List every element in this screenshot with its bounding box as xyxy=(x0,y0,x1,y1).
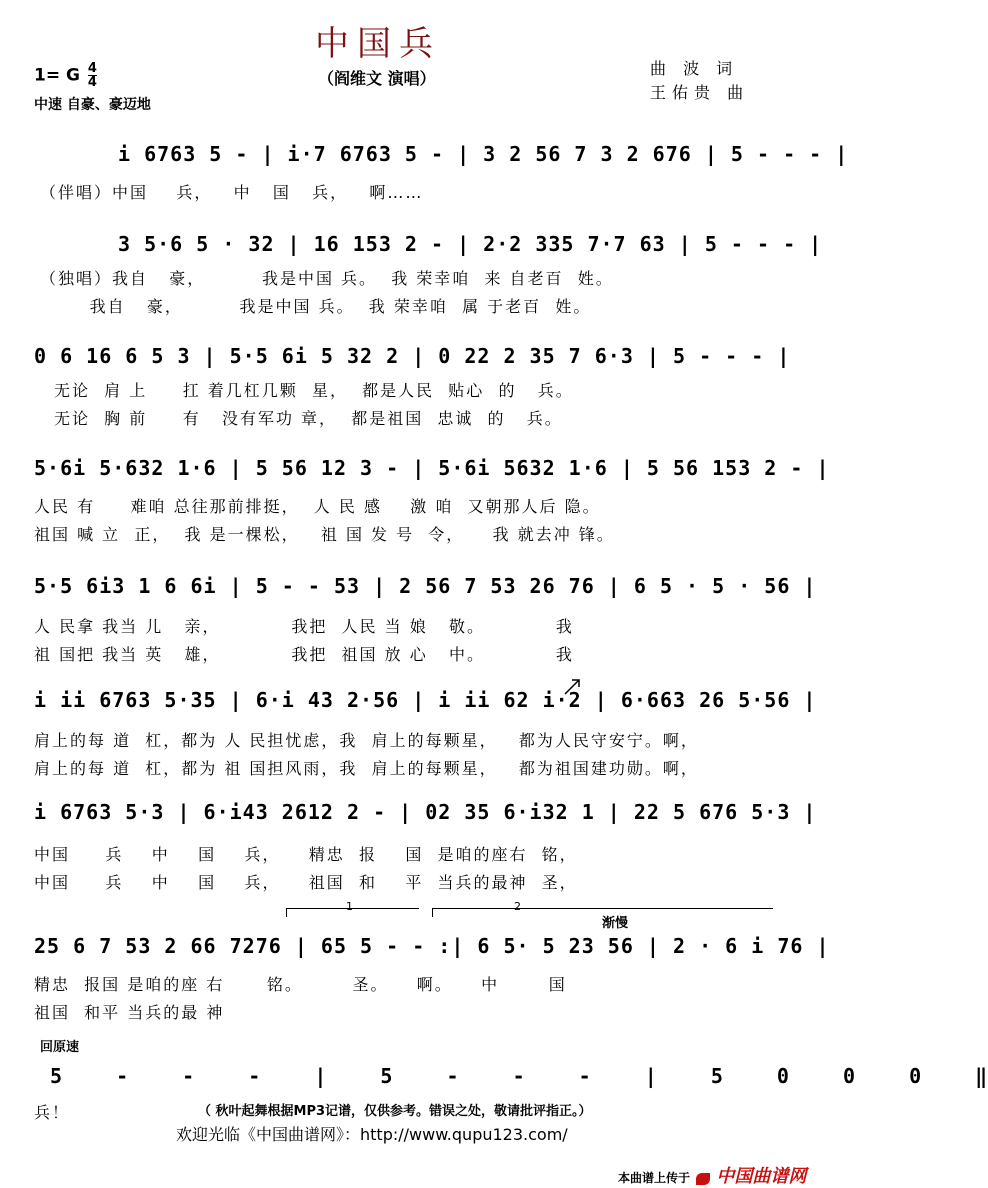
breath-arrow-icon xyxy=(563,676,583,696)
lyric-line-4b: 祖国 喊 立 正， 我 是一棵松， 祖 国 发 号 令， 我 就去冲 锋。 xyxy=(34,525,615,544)
lyric-line-2a: （独唱）我自 豪， 我是中国 兵。 我 荣幸咱 来 自老百 姓。 xyxy=(40,269,614,288)
notation-line-2: 3 5·6 5 · 32 | 16 153 2 - | 2·2 335 7·7 63 | 5 - - - | xyxy=(118,232,823,256)
site-logo: 中国曲谱网 xyxy=(716,1166,807,1187)
notation-line-1: i 6763 5 - | i·7 6763 5 - | 3 2 56 7 3 2 676 | 5 - - - | xyxy=(118,142,849,166)
song-title: 中国兵 xyxy=(315,24,441,64)
lyric-line-7a: 中国 兵 中 国 兵， 精忠 报 国 是咱的座右 铭， xyxy=(34,845,578,864)
lyric-line-1a: （伴唱）中国 兵， 中 国 兵， 啊…… xyxy=(40,183,424,202)
notation-line-9: 5 - - - | 5 - - - | 5 0 0 0 ‖ xyxy=(50,1064,988,1088)
tempo-change-return: 回原速 xyxy=(40,1040,80,1055)
tempo-marking: 中速 自豪、豪迈地 xyxy=(34,97,151,113)
volta-number-1: 1 xyxy=(346,900,353,913)
lyric-line-5b: 祖 国把 我当 英 雄， 我把 祖国 放 心 中。 我 xyxy=(34,645,574,664)
lyricist-credit: 曲 波 词 xyxy=(650,59,739,78)
lyric-line-3b: 无论 胸 前 有 没有军功 章， 都是祖国 忠诚 的 兵。 xyxy=(54,409,563,428)
notation-line-7: i 6763 5·3 | 6·i43 2612 2 - | 02 35 6·i32 1 | 22 5 676 5·3 | xyxy=(34,800,817,824)
notation-line-4: 5·6i 5·632 1·6 | 5 56 12 3 - | 5·6i 5632 1·6 | 5 56 153 2 - | xyxy=(34,456,830,480)
transcriber-note: （ 秋叶起舞根据MP3记谱，仅供参考。错误之处，敬请批评指正。） xyxy=(198,1104,592,1119)
tempo-change-slow: 渐慢 xyxy=(602,916,629,931)
key-signature: 1= G $\frac{4}{4}$ xyxy=(34,61,97,90)
upload-credit: 本曲谱上传于 中国曲谱网 xyxy=(618,1166,807,1187)
lyric-line-6a: 肩上的每 道 杠，都为 人 民担忧虑，我 肩上的每颗星， 都为人民守安宁。啊， xyxy=(34,731,699,750)
notation-line-6: i ii 6763 5·35 | 6·i 43 2·56 | i ii 62 i·2 | 6·663 26 5·56 | xyxy=(34,688,817,712)
lyric-line-3a: 无论 肩 上 扛 着几杠几颗 星， 都是人民 贴心 的 兵。 xyxy=(54,381,574,400)
notation-line-3: 0 6 16 6 5 3 | 5·5 6i 5 32 2 | 0 22 2 35 7 6·3 | 5 - - - | xyxy=(34,344,791,368)
site-welcome: 欢迎光临《中国曲谱网》：http://www.qupu123.com/ xyxy=(176,1125,568,1144)
lyric-line-9a: 兵！ xyxy=(34,1103,71,1122)
lyric-line-5a: 人 民拿 我当 儿 亲， 我把 人民 当 娘 敬。 我 xyxy=(34,617,574,636)
notation-line-8: 25 6 7 53 2 66 7276 | 65 5 - - :| 6 5· 5 23 56 | 2 · 6 i 76 | xyxy=(34,934,830,958)
lyric-line-7b: 中国 兵 中 国 兵， 祖国 和 平 当兵的最神 圣， xyxy=(34,873,578,892)
lyric-line-2b: 我自 豪， 我是中国 兵。 我 荣幸咱 属 于老百 姓。 xyxy=(40,297,592,316)
lyric-line-6b: 肩上的每 道 杠，都为 祖 国担风雨，我 肩上的每颗星， 都为祖国建功勋。啊， xyxy=(34,759,699,778)
time-signature: $\frac{4}{4}$ xyxy=(87,61,97,90)
lyric-line-8a: 精忠 报国 是咱的座 右 铭。 圣。 啊。 中 国 xyxy=(34,975,567,994)
volta-number-2: 2 xyxy=(514,900,521,913)
lyric-line-8b: 祖国 和平 当兵的最 神 xyxy=(34,1003,225,1022)
notation-line-5: 5·5 6i3 1 6 6i | 5 - - 53 | 2 56 7 53 26 76 | 6 5 · 5 · 56 | xyxy=(34,574,817,598)
site-logo-icon xyxy=(696,1173,710,1185)
singer-credit: （阎维文 演唱） xyxy=(318,69,436,88)
composer-credit: 王佑贵 曲 xyxy=(650,83,750,102)
lyric-line-4a: 人民 有 难咱 总往那前排挺， 人 民 感 激 咱 又朝那人后 隐。 xyxy=(34,497,601,516)
